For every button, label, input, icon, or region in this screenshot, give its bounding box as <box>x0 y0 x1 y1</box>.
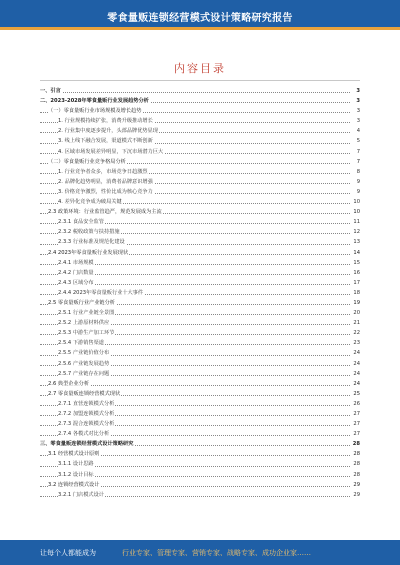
toc-entry[interactable] <box>40 490 360 500</box>
toc-entry-text: 2.5.7 产业链存在问题 <box>58 370 110 377</box>
toc-entry-page: 29 <box>353 491 360 498</box>
toc-entry-text: 4. 差异化竞争成为破局关键 <box>58 199 122 206</box>
report-title: 零食量贩连锁经营模式设计策略研究报告 <box>107 13 293 24</box>
toc-entry[interactable] <box>40 217 360 227</box>
toc-entry-text: 3.2 连锁经营模式设计 <box>48 481 100 488</box>
toc-entry-text: 3.1.2 设计目标 <box>58 471 94 478</box>
toc-entry-page: 3 <box>356 88 360 94</box>
table-of-contents <box>40 86 360 500</box>
toc-entry-text: 2.3.3 行业标准及规范化建设 <box>58 239 125 246</box>
toc-entry[interactable] <box>40 197 360 207</box>
toc-entry[interactable] <box>40 389 360 399</box>
page-footer <box>0 540 400 565</box>
toc-entry-page: 22 <box>353 330 360 337</box>
toc-entry-page: 14 <box>353 249 360 256</box>
toc-entry-text: 2.3.1 食品安全监管 <box>58 219 104 226</box>
toc-entry[interactable] <box>40 399 360 409</box>
toc-entry[interactable] <box>40 449 360 459</box>
toc-entry-page: 4 <box>356 128 360 135</box>
toc-entry-text: 2.5.6 产业链发展趋势 <box>58 360 110 367</box>
toc-entry-text: （一）零食量贩行业市场规模及增长趋势 <box>48 108 142 115</box>
toc-entry-page: 8 <box>356 168 360 175</box>
toc-entry[interactable] <box>40 318 360 328</box>
toc-entry[interactable] <box>40 187 360 197</box>
toc-entry[interactable] <box>40 96 360 106</box>
toc-entry-text: 2.3 政策环境：行业监管趋严，规范发展成为主流 <box>48 209 162 216</box>
toc-title: 内容目录 <box>174 62 226 75</box>
toc-entry[interactable] <box>40 338 360 348</box>
toc-entry-page: 11 <box>353 219 360 226</box>
toc-entry-text: 4. 区域市场发展差异明显，下沉市场潜力巨大 <box>58 148 164 155</box>
toc-entry-page: 10 <box>353 209 360 216</box>
toc-entry-page: 3 <box>356 98 360 105</box>
toc-entry-page: 9 <box>356 188 360 195</box>
toc-entry[interactable] <box>40 258 360 268</box>
toc-entry[interactable] <box>40 116 360 126</box>
toc-entry-text: 2.7 零食量贩连锁经营模式现状 <box>48 390 121 397</box>
toc-entry-text: 2.5.2 上游原材料供应 <box>58 320 110 327</box>
toc-entry-text: 一、引言 <box>40 88 61 94</box>
toc-entry-text: 3. 价格竞争激烈，性价比成为核心竞争力 <box>58 188 153 195</box>
toc-entry[interactable] <box>40 409 360 419</box>
toc-entry-page: 20 <box>353 310 360 317</box>
toc-entry[interactable] <box>40 248 360 258</box>
toc-entry[interactable] <box>40 237 360 247</box>
toc-entry-text: 1. 行业规模持续扩张，消费升级推动增长 <box>58 118 153 125</box>
toc-entry[interactable] <box>40 328 360 338</box>
toc-entry-page: 3 <box>356 118 360 125</box>
toc-entry-text: 2.5.1 行业产业链全景图 <box>58 310 115 317</box>
toc-entry-text: 3.2.1 门店模式设计 <box>58 491 104 498</box>
toc-entry-text: 二、2023-2028年零食量贩行业发展趋势分析 <box>40 98 149 105</box>
toc-entry[interactable] <box>40 480 360 490</box>
toc-entry-text: 1. 行业竞争者众多，市场竞争日趋激烈 <box>58 168 148 175</box>
toc-divider <box>40 80 360 81</box>
toc-entry[interactable] <box>40 369 360 379</box>
toc-entry-page: 29 <box>353 481 360 488</box>
toc-entry-page: 18 <box>353 289 360 296</box>
toc-entry-page: 9 <box>356 178 360 185</box>
toc-entry-page: 28 <box>352 441 360 448</box>
toc-entry-page: 13 <box>353 239 360 246</box>
toc-entry-page: 3 <box>356 108 360 115</box>
toc-entry[interactable] <box>40 379 360 389</box>
toc-entry[interactable] <box>40 348 360 358</box>
toc-entry-text: 三、零食量贩连锁经营模式设计策略研究 <box>40 441 134 448</box>
toc-entry[interactable] <box>40 86 360 96</box>
toc-entry-page: 24 <box>353 380 360 387</box>
toc-entry[interactable] <box>40 359 360 369</box>
toc-entry-page: 12 <box>353 229 360 236</box>
footer-slogan: 让每个人都能成为 <box>40 549 96 557</box>
toc-entry-text: 2.5.5 产业链价值分布 <box>58 350 110 357</box>
page-header <box>0 0 400 30</box>
toc-entry-text: 2.7.2 加盟连锁模式分析 <box>58 411 115 417</box>
toc-entry-page: 27 <box>353 411 360 417</box>
toc-entry-text: 2.4 2023年零食量贩行业发展现状 <box>48 249 129 256</box>
toc-entry-page: 16 <box>353 269 360 276</box>
toc-entry-page: 24 <box>353 370 360 377</box>
toc-leader-dots <box>40 92 350 93</box>
toc-entry-page: 28 <box>353 461 360 468</box>
toc-entry[interactable] <box>40 288 360 298</box>
toc-entry-page: 28 <box>353 451 360 458</box>
toc-entry-text: 2.4.3 区域分布 <box>58 279 94 286</box>
toc-entry-text: 3.1 经营模式设计原则 <box>48 451 100 458</box>
toc-entry-text: 2.4.4 2023年零食量贩行业十大事件 <box>58 289 144 296</box>
toc-entry-page: 17 <box>353 279 360 286</box>
toc-entry-text: 2.4.1 市场规模 <box>58 259 94 266</box>
toc-entry-page: 7 <box>356 148 360 155</box>
toc-entry-text: （二）零食量贩行业竞争格局分析 <box>48 158 126 165</box>
toc-entry-page: 27 <box>353 431 360 438</box>
toc-entry[interactable] <box>40 126 360 136</box>
toc-entry[interactable] <box>40 308 360 318</box>
toc-entry[interactable] <box>40 268 360 278</box>
footer-tagline: 行业专家、管理专家、营销专家、战略专家、成功企业家…… <box>122 549 311 557</box>
toc-entry[interactable] <box>40 298 360 308</box>
toc-entry-text: 2.5 零食量贩行业产业链分析 <box>48 299 115 306</box>
toc-entry-text: 2. 品牌化趋势明显，消费者品牌意识增强 <box>58 178 153 185</box>
toc-entry-page: 24 <box>353 360 360 367</box>
toc-entry[interactable] <box>40 157 360 167</box>
toc-entry-text: 2.5.4 下游销售渠道 <box>58 340 104 347</box>
toc-entry-page: 7 <box>356 158 360 165</box>
toc-entry-text: 2.3.2 税收政策与扶持措施 <box>58 229 120 236</box>
toc-entry[interactable] <box>40 167 360 177</box>
toc-entry[interactable] <box>40 147 360 157</box>
toc-entry-text: 2.7.3 混合连锁模式分析 <box>58 421 115 428</box>
toc-entry[interactable] <box>40 278 360 288</box>
toc-entry-page: 21 <box>353 320 360 327</box>
toc-entry[interactable] <box>40 136 360 146</box>
toc-entry-page: 24 <box>353 350 360 357</box>
toc-entry[interactable] <box>40 419 360 429</box>
toc-entry-text: 2.6 典型企业分析 <box>48 380 90 387</box>
toc-entry-page: 5 <box>356 138 360 145</box>
toc-entry-page: 23 <box>353 340 360 347</box>
toc-entry[interactable] <box>40 429 360 439</box>
toc-entry-text: 2.7.4 各模式对比分析 <box>58 431 110 438</box>
toc-entry-page: 26 <box>353 400 360 407</box>
toc-entry-page: 25 <box>353 390 360 397</box>
toc-entry-text: 2.7.1 直营连锁模式分析 <box>58 400 115 407</box>
toc-entry[interactable] <box>40 459 360 469</box>
toc-entry[interactable] <box>40 470 360 480</box>
toc-entry-page: 15 <box>353 259 360 266</box>
toc-entry-page: 19 <box>353 299 360 306</box>
toc-entry-page: 28 <box>353 471 360 478</box>
toc-entry-text: 3.1.1 设计思路 <box>58 461 94 468</box>
toc-entry-text: 2.5.3 中游生产加工环节 <box>58 330 115 337</box>
toc-entry-text: 3. 线上线下融合发展，渠道模式不断创新 <box>58 138 153 145</box>
toc-entry[interactable] <box>40 106 360 116</box>
header-stripe <box>0 27 400 30</box>
toc-entry[interactable] <box>40 177 360 187</box>
toc-entry[interactable] <box>40 207 360 217</box>
toc-entry-page: 10 <box>353 199 360 206</box>
toc-entry[interactable] <box>40 227 360 237</box>
toc-entry[interactable] <box>40 439 360 449</box>
toc-entry-text: 2. 行业集中度逐步提升，头部品牌优势显现 <box>58 128 158 135</box>
toc-entry-page: 27 <box>353 421 360 428</box>
toc-entry-text: 2.4.2 门店数量 <box>58 269 94 276</box>
